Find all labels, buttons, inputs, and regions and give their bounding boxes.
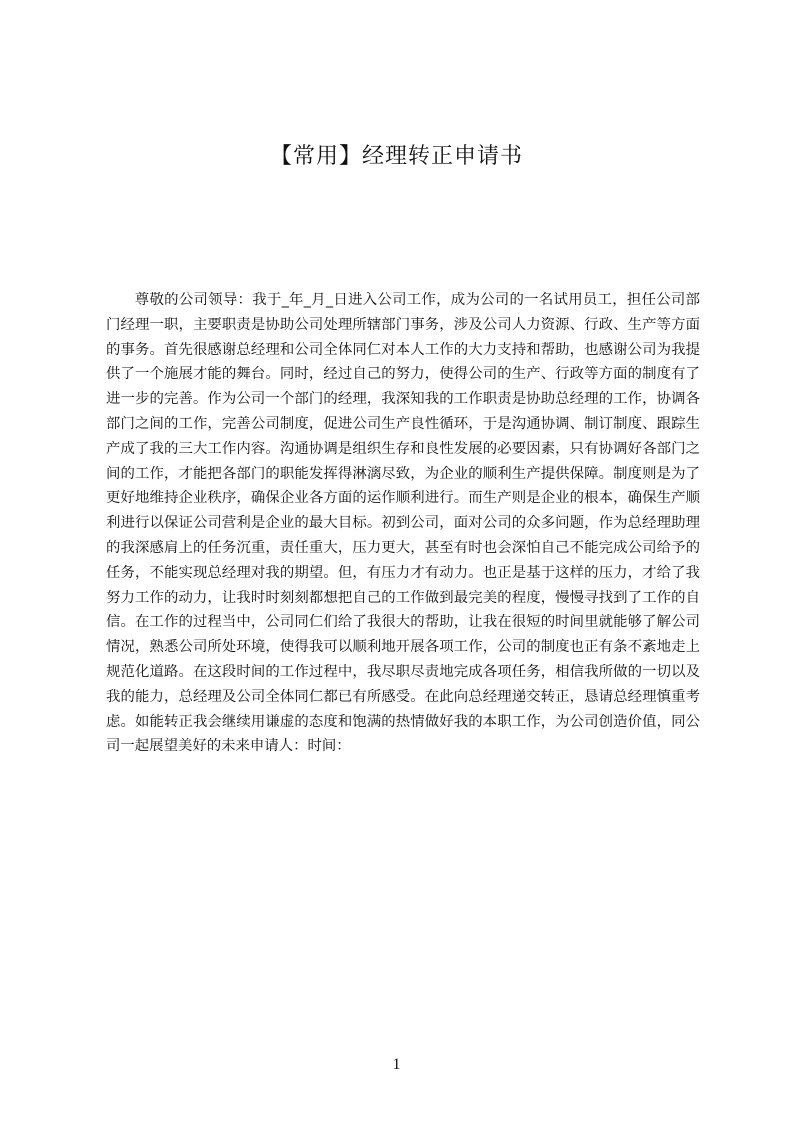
document-body-paragraph: 尊敬的公司领导：我于_年_月_日进入公司工作，成为公司的一名试用员工，担任公司部门经理一职，主要职责是协助公司处理所辖部门事务，涉及公司人力资源、行政、生产等方面的事务。首先很感谢总经理和公司全体同仁对本人工作的大力支持和帮助，也感谢公司为我提供了一个施展才能的舞台。同时，经过自己的努力，使得公司的生产、行政等方面的制度有了进一步的完善。作为公司一个部门的经理，我深知我的工作职责是协助总经理的工作，协调各部门之间的工作，完善公司制度，促进公司生产良性循环，于是沟通协调、制订制度、跟踪生产成了我的三大工作内容。沟通协调是组织生存和良性发展的必要因素，只有协调好各部门之间的工作，才能把各部门的职能发挥得淋漓尽致，为企业的顺利生产提供保障。制度则是为了更好地维持企业秩序，确保企业各方面的运作顺利进行。而生产则是企业的根本，确保生产顺利进行以保证公司营利是企业的最大目标。初到公司，面对公司的众多问题，作为总经理助理的我深感肩上的任务沉重，责任重大，压力更大，甚至有时也会深怕自己不能完成公司给予的任务，不能实现总经理对我的期望。但，有压力才有动力。也正是基于这样的压力，才给了我努力工作的动力，让我时时刻刻都想把自己的工作做到最完美的程度，慢慢寻找到了工作的自信。在工作的过程当中，公司同仁们给了我很大的帮助，让我在很短的时间里就能够了解公司情况，熟悉公司所处环境，使得我可以顺利地开展各项工作，公司的制度也正有条不紊地走上规范化道路。在这段时间的工作过程中，我尽职尽责地完成各项任务，相信我所做的一切以及我的能力，总经理及公司全体同仁都已有所感受。在此向总经理递交转正，恳请总经理慎重考虑。如能转正我会继续用谦虚的态度和饱满的热情做好我的本职工作，为公司创造价值，同公司一起展望美好的未来申请人：时间： bbox=[106, 292, 700, 755]
document-title: 【常用】经理转正申请书 bbox=[269, 144, 523, 169]
page-number: 1 bbox=[392, 1056, 401, 1073]
